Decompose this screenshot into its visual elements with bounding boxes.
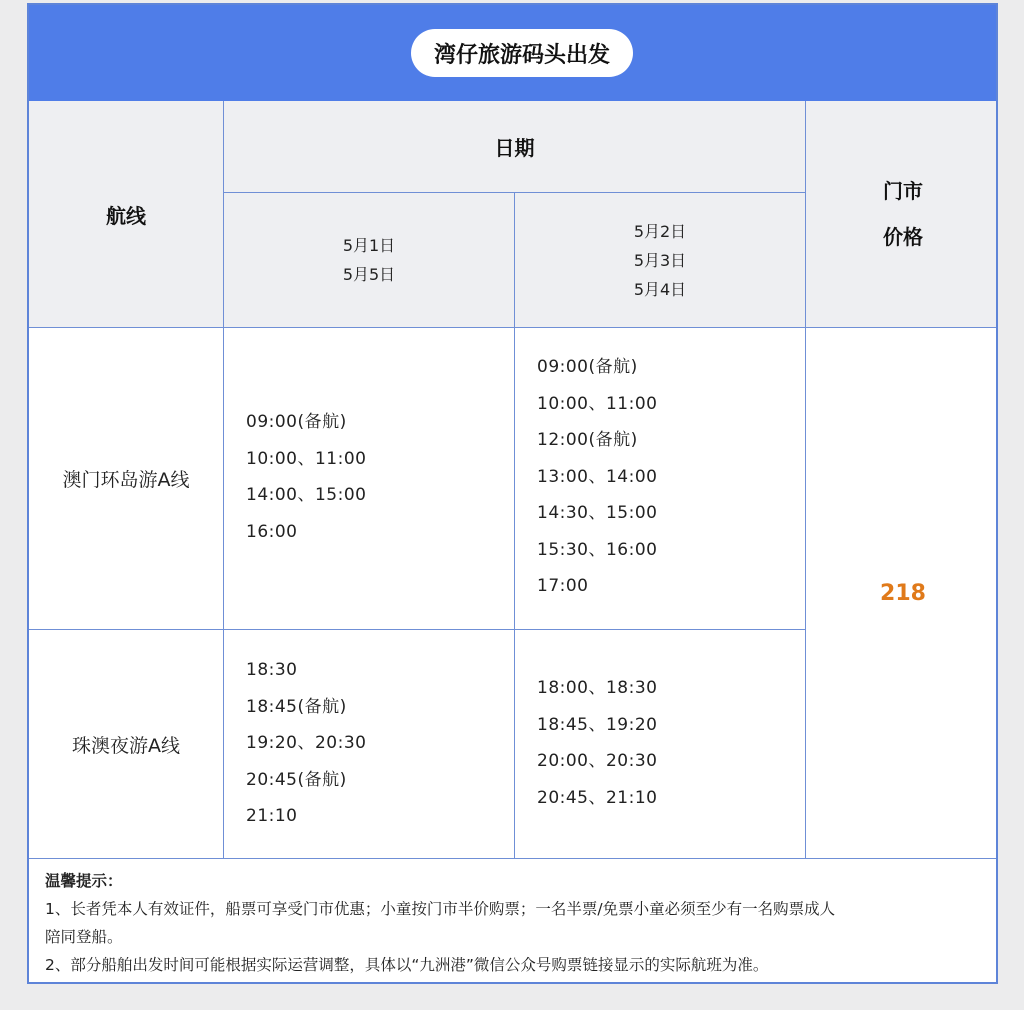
- departure-time: 18:30: [246, 660, 298, 680]
- title-banner: [29, 5, 996, 101]
- date-header: 日期: [224, 101, 805, 192]
- grid-line: [29, 629, 805, 630]
- date-label: 5月2日: [633, 221, 687, 241]
- note-line: 2、部分船舶出发时间可能根据实际运营调整，具体以“九洲港”微信公众号购票链接显示的实际航班为准。: [45, 956, 769, 974]
- notes-section: [45, 867, 985, 979]
- time-list: [246, 404, 366, 550]
- departure-time: 18:45、19:20: [537, 714, 658, 735]
- departure-time: 20:45、21:10: [537, 787, 658, 808]
- note-line: 1、长者凭本人有效证件，船票可享受门市优惠；小童按门市半价购票；一名半票/免票小童必须至少有一名购票成人: [45, 900, 836, 918]
- date-col2-header: [515, 193, 805, 327]
- date-label: 5月5日: [342, 265, 396, 284]
- departure-time: 18:45(备航): [246, 696, 347, 717]
- departure-time: 10:00、11:00: [537, 393, 658, 414]
- departure-time: 12:00(备航): [537, 430, 638, 450]
- departure-time: 20:45(备航): [246, 769, 347, 790]
- grid-line: [805, 101, 806, 858]
- departure-time: 14:30、15:00: [537, 503, 658, 523]
- departure-time: 09:00(备航): [537, 357, 638, 377]
- time-list: [246, 652, 366, 835]
- departure-time: 18:00、18:30: [537, 678, 658, 698]
- route-header: 航线: [29, 101, 223, 327]
- route-name: 珠澳夜游A线: [72, 734, 180, 757]
- date-label: 5月3日: [633, 250, 687, 270]
- time-list: [537, 349, 657, 605]
- departure-time: 20:00、20:30: [537, 751, 658, 771]
- grid-line: [223, 101, 224, 858]
- departure-time: 15:30、16:00: [537, 539, 658, 560]
- price-value: 218: [880, 580, 926, 606]
- route-name: 澳门环岛游A线: [62, 469, 190, 491]
- schedule-card: [27, 3, 998, 984]
- banner-title: 湾仔旅游码头出发: [411, 29, 633, 77]
- notes-title: 温馨提示：: [45, 872, 123, 890]
- date-col1-header: [224, 193, 514, 327]
- departure-time: 14:00、15:00: [246, 485, 367, 505]
- departure-time: 17:00: [537, 576, 589, 596]
- date-label: 5月1日: [342, 236, 396, 255]
- departure-time: 10:00、11:00: [246, 448, 367, 469]
- departure-time: 13:00、14:00: [537, 466, 658, 487]
- price-header-line1: 门市: [883, 179, 923, 203]
- note-line: 陪同登船。: [45, 928, 123, 946]
- grid-line: [514, 192, 515, 858]
- date-label: 5月4日: [633, 279, 687, 299]
- departure-time: 16:00: [246, 521, 298, 542]
- departure-time: 21:10: [246, 806, 298, 826]
- grid-line: [29, 858, 996, 859]
- time-list: [537, 670, 657, 816]
- departure-time: 09:00(备航): [246, 412, 347, 432]
- departure-time: 19:20、20:30: [246, 733, 367, 753]
- grid-line: [29, 327, 996, 328]
- price-header-line2: 价格: [883, 225, 923, 249]
- grid-line: [224, 192, 805, 193]
- price-header: [806, 101, 998, 327]
